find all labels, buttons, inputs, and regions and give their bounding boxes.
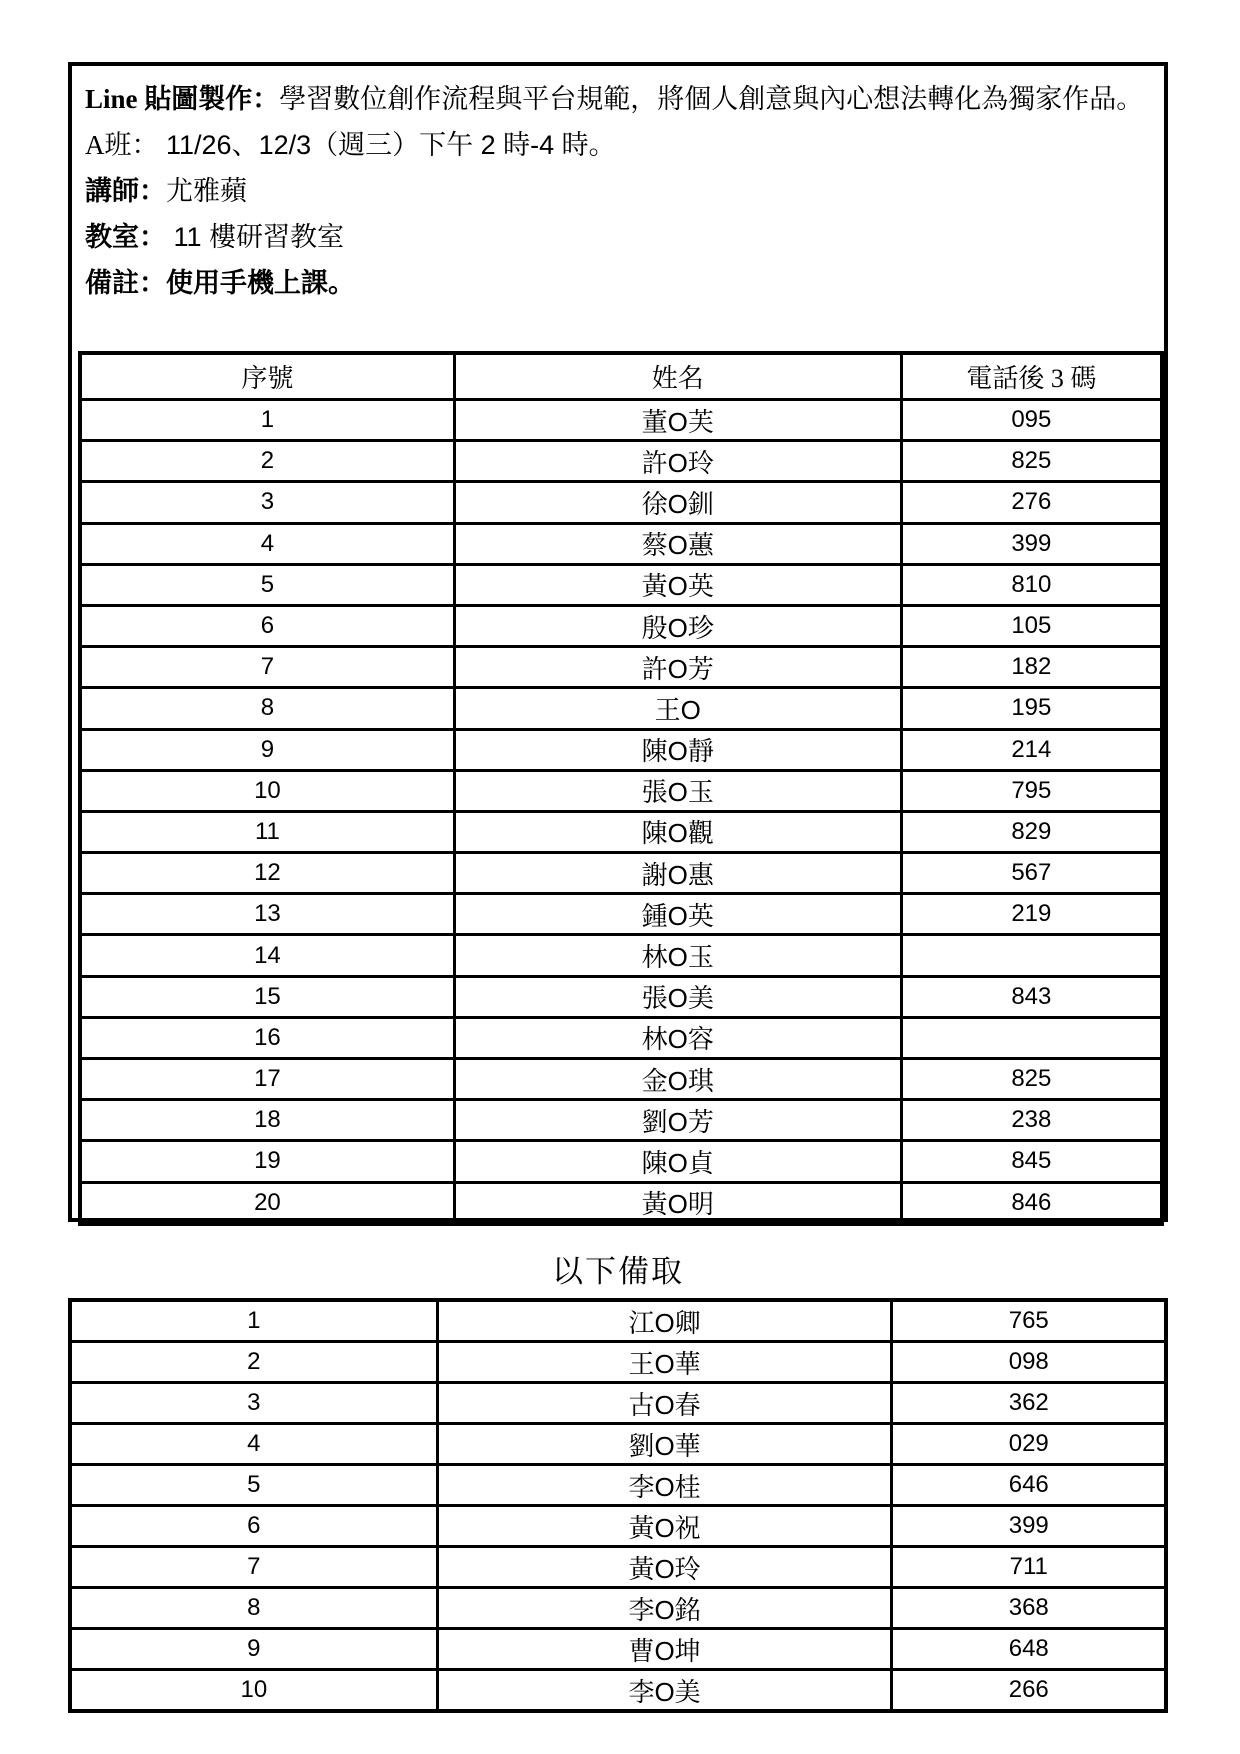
note-label: 備註： [85, 268, 166, 298]
table-row [80, 1182, 1162, 1224]
row-phone-cell: 238 [901, 1100, 1162, 1141]
table-row [80, 400, 1162, 441]
row-number-cell: 4 [80, 523, 454, 564]
row-name-cell: 古O春 [437, 1383, 892, 1424]
row-number-cell: 8 [80, 688, 454, 729]
row-phone-cell: 195 [901, 688, 1162, 729]
row-name-cell: 曹O坤 [437, 1629, 892, 1670]
row-phone-cell: 214 [901, 729, 1162, 770]
row-phone-cell: 825 [901, 441, 1162, 482]
row-number-cell: 4 [70, 1424, 437, 1465]
row-name-cell: 鍾O英 [454, 894, 901, 935]
row-number-cell: 17 [80, 1059, 454, 1100]
row-phone-cell: 029 [892, 1424, 1166, 1465]
row-number-cell: 10 [70, 1670, 437, 1712]
row-name-cell: 謝O惠 [454, 853, 901, 894]
row-name-cell: 蔡O蕙 [454, 523, 901, 564]
row-phone-cell: 648 [892, 1629, 1166, 1670]
table-row [70, 1670, 1166, 1712]
room-line [85, 224, 1146, 251]
table-row [70, 1300, 1166, 1342]
table-row [80, 853, 1162, 894]
row-number-cell: 7 [70, 1547, 437, 1588]
row-number-cell: 19 [80, 1141, 454, 1182]
room-label: 教室： [85, 222, 166, 252]
table-row [80, 976, 1162, 1017]
row-name-cell: 金O琪 [454, 1059, 901, 1100]
table-row [80, 482, 1162, 523]
row-phone-cell: 095 [901, 400, 1162, 441]
row-number-cell: 3 [70, 1383, 437, 1424]
row-name-cell: 劉O芳 [454, 1100, 901, 1141]
row-name-cell: 黃O明 [454, 1182, 901, 1224]
row-number-cell: 2 [80, 441, 454, 482]
row-phone-cell: 368 [892, 1588, 1166, 1629]
row-phone-cell: 362 [892, 1383, 1166, 1424]
table-row [70, 1629, 1166, 1670]
table-row [80, 523, 1162, 564]
table-row [80, 1017, 1162, 1058]
table-row [70, 1342, 1166, 1383]
teacher-label: 講師： [85, 176, 166, 206]
row-phone-cell: 105 [901, 605, 1162, 646]
row-number-cell: 6 [70, 1506, 437, 1547]
row-phone-cell: 843 [901, 976, 1162, 1017]
row-name-cell: 殷O珍 [454, 605, 901, 646]
waitlist-roster-table [68, 1298, 1168, 1713]
row-name-cell: 李O美 [437, 1670, 892, 1712]
course-info-box [68, 62, 1168, 1222]
row-number-cell: 5 [70, 1465, 437, 1506]
row-name-cell: 許O玲 [454, 441, 901, 482]
row-name-cell: 李O桂 [437, 1465, 892, 1506]
row-name-cell: 江O卿 [437, 1300, 892, 1342]
row-name-cell: 王O華 [437, 1342, 892, 1383]
row-phone-cell: 810 [901, 564, 1162, 605]
table-row [80, 564, 1162, 605]
row-number-cell: 1 [80, 400, 454, 441]
table-row [80, 1059, 1162, 1100]
table-row [70, 1424, 1166, 1465]
table-row [80, 811, 1162, 852]
row-name-cell: 黃O祝 [437, 1506, 892, 1547]
row-number-cell: 11 [80, 811, 454, 852]
row-phone-cell: 845 [901, 1141, 1162, 1182]
row-phone-cell: 765 [892, 1300, 1166, 1342]
row-number-cell: 5 [80, 564, 454, 605]
row-phone-cell: 276 [901, 482, 1162, 523]
row-name-cell: 張O美 [454, 976, 901, 1017]
table-row [80, 729, 1162, 770]
row-name-cell: 劉O華 [437, 1424, 892, 1465]
table-row [80, 688, 1162, 729]
row-phone-cell: 846 [901, 1182, 1162, 1224]
row-number-cell: 12 [80, 853, 454, 894]
course-title-line [85, 86, 1146, 113]
row-number-cell: 14 [80, 935, 454, 976]
row-name-cell: 黃O英 [454, 564, 901, 605]
row-name-cell: 徐O釧 [454, 482, 901, 523]
row-phone-cell: 182 [901, 647, 1162, 688]
row-name-cell: 黃O玲 [437, 1547, 892, 1588]
table-row [80, 935, 1162, 976]
teacher-line [85, 178, 1146, 205]
row-phone-cell: 711 [892, 1547, 1166, 1588]
row-number-cell: 10 [80, 770, 454, 811]
table-row [70, 1465, 1166, 1506]
class-time-line [85, 132, 1146, 159]
table-row [80, 647, 1162, 688]
waitlist-heading: 以下備取 [552, 1254, 684, 1289]
row-name-cell: 陳O貞 [454, 1141, 901, 1182]
admitted-roster-table [78, 351, 1164, 1226]
row-name-cell: 陳O靜 [454, 729, 901, 770]
row-name-cell: 許O芳 [454, 647, 901, 688]
row-number-cell: 1 [70, 1300, 437, 1342]
row-phone-cell: 825 [901, 1059, 1162, 1100]
header-cell-name: 姓名 [454, 353, 901, 400]
header-cell-no: 序號 [80, 353, 454, 400]
row-number-cell: 13 [80, 894, 454, 935]
table-row [70, 1506, 1166, 1547]
header-cell-phone: 電話後 3 碼 [901, 353, 1162, 400]
row-number-cell: 3 [80, 482, 454, 523]
row-phone-cell: 567 [901, 853, 1162, 894]
row-phone-cell: 266 [892, 1670, 1166, 1712]
row-phone-cell [901, 1017, 1162, 1058]
table-row [80, 441, 1162, 482]
table-row [70, 1547, 1166, 1588]
row-phone-cell: 829 [901, 811, 1162, 852]
row-name-cell: 張O玉 [454, 770, 901, 811]
row-phone-cell: 399 [892, 1506, 1166, 1547]
row-name-cell: 董O芙 [454, 400, 901, 441]
row-number-cell: 9 [70, 1629, 437, 1670]
course-info [72, 66, 1164, 297]
row-phone-cell: 646 [892, 1465, 1166, 1506]
row-number-cell: 18 [80, 1100, 454, 1141]
table-row [70, 1383, 1166, 1424]
row-number-cell: 15 [80, 976, 454, 1017]
row-number-cell: 2 [70, 1342, 437, 1383]
table-row [80, 1100, 1162, 1141]
row-number-cell: 20 [80, 1182, 454, 1224]
table-row [80, 894, 1162, 935]
row-name-cell: 陳O觀 [454, 811, 901, 852]
note-line [85, 270, 1146, 297]
row-number-cell: 7 [80, 647, 454, 688]
row-name-cell: 林O玉 [454, 935, 901, 976]
room-name: 11 樓研習教室 [166, 222, 345, 252]
table-row [70, 1588, 1166, 1629]
row-phone-cell: 795 [901, 770, 1162, 811]
table-row [80, 770, 1162, 811]
class-label: A班： [85, 130, 159, 160]
row-phone-cell [901, 935, 1162, 976]
row-number-cell: 9 [80, 729, 454, 770]
row-name-cell: 李O銘 [437, 1588, 892, 1629]
row-number-cell: 6 [80, 605, 454, 646]
teacher-name: 尤雅蘋 [166, 176, 247, 206]
row-phone-cell: 399 [901, 523, 1162, 564]
row-number-cell: 8 [70, 1588, 437, 1629]
roster-header-row [80, 353, 1162, 400]
row-phone-cell: 219 [901, 894, 1162, 935]
class-time: 11/26、12/3（週三）下午 2 時-4 時。 [158, 130, 616, 160]
row-name-cell: 林O容 [454, 1017, 901, 1058]
table-row [80, 605, 1162, 646]
note-text: 使用手機上課。 [166, 268, 355, 298]
row-phone-cell: 098 [892, 1342, 1166, 1383]
table-row [80, 1141, 1162, 1182]
row-name-cell: 王O [454, 688, 901, 729]
row-number-cell: 16 [80, 1017, 454, 1058]
course-title-desc: 學習數位創作流程與平台規範，將個人創意與內心想法轉化為獨家作品。 [279, 84, 1144, 114]
course-title-label: Line 貼圖製作： [85, 84, 280, 114]
